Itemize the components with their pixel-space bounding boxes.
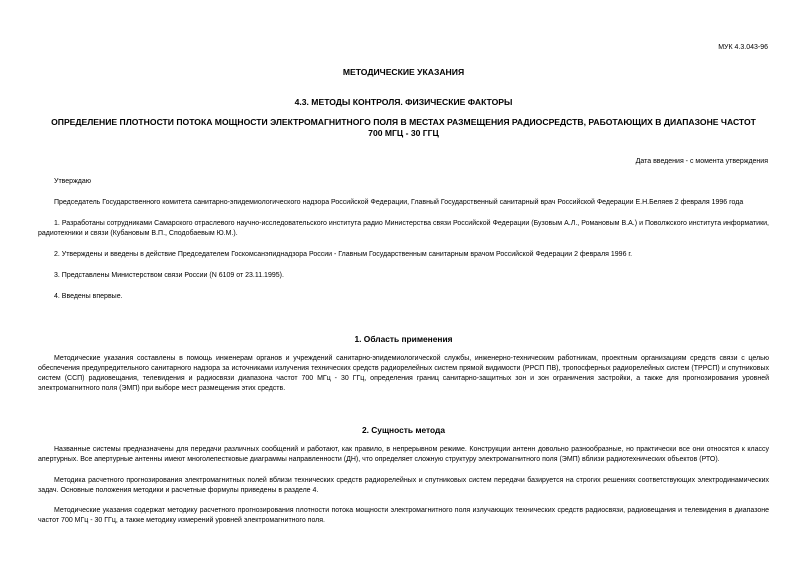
title-line-2: 700 МГЦ - 30 ГГЦ (368, 128, 439, 138)
section-2-paragraph-2: Методика расчетного прогнозирования электромагнитных полей вблизи технических средств радиорелейных и спутниковых систем передачи базируется на строгих решениях соответствующих электродинамических задач. Основные положения методики и расчетные формулы приведены в разделе 4. (38, 477, 769, 494)
list-item: 2. Утверждены и введены в действие Председателем Госкомсанэпиднадзора России - Главным Государственным санитарным врачом Российской Федерации 2 февраля 1996 г. (54, 251, 633, 258)
section-1-paragraph: Методические указания составлены в помощь инженерам органов и учреждений санитарно-эпидемиологической службы, инженерно-техническим работникам, проектным организациям средств связи с целью обеспечения предупредительного санитарного надзора за источниками излучения технических средств радиорелейных систем прямой видимости (РРСП ПВ), тропосферных радиорелейных систем (ТРРСП) и спутниковых систем (ССП) радиовещания, телевидения и радиосвязи диапазона частот 700 МГц - 30 ГГц, определения границ санитарно-защитных зон и зон ограничения застройки, а также для прогнозирования уровней электромагнитного поля (ЭМП) при выборе мест размещения этих средств. (38, 355, 769, 392)
document-number: МУК 4.3.043-96 (718, 44, 768, 51)
list-item: 4. Введены впервые. (54, 293, 123, 300)
section-2-title: 2. Сущность метода (361, 425, 446, 435)
document-kind-heading: МЕТОДИЧЕСКИЕ УКАЗАНИЯ (342, 67, 465, 77)
section-heading: 4.3. МЕТОДЫ КОНТРОЛЯ. ФИЗИЧЕСКИЕ ФАКТОРЫ (294, 97, 513, 107)
approval-label: Утверждаю (54, 178, 91, 185)
list-item: 3. Представлены Министерством связи России (N 6109 от 23.11.1995). (54, 272, 284, 279)
section-1-title: 1. Область применения (354, 334, 453, 344)
section-2-paragraph-1: Названные системы предназначены для передачи различных сообщений и работают, как правило, в непрерывном режиме. Конструкции антенн довольно разнообразные, но практически все они относятся к классу апертурных. Все апертурные антенны имеют многолепестковые диаграммы направленности (ДН), что определяет сложную структуру электромагнитного поля (ЭМП) вблизи радиотехнических объектов (РТО). (38, 446, 769, 463)
section-2-paragraph-3: Методические указания содержат методику расчетного прогнозирования плотности потока мощности электромагнитного поля излучающих технических средств радиосвязи, радиовещания и телевидения в диапазоне частот 700 МГц - 30 ГГц, а также методику измерений уровней электромагнитного поля. (38, 507, 769, 524)
title-line-1: ОПРЕДЕЛЕНИЕ ПЛОТНОСТИ ПОТОКА МОЩНОСТИ ЭЛЕКТРОМАГНИТНОГО ПОЛЯ В МЕСТАХ РАЗМЕЩЕНИЯ РАДИОСРЕДСТВ, РАБОТАЮЩИХ В ДИАПАЗОНЕ ЧАСТОТ (51, 117, 756, 127)
introduction-date: Дата введения - с момента утверждения (635, 158, 768, 165)
list-item: 1. Разработаны сотрудниками Самарского отраслевого научно-исследовательского института радио Министерства связи Российской Федерации (Бузовым А.Л., Романовым В.А.) и Поволжского института информатики, радиотехники и связи (Кубановым В.П., Сподобаевым Ю.М.). (38, 220, 769, 237)
approval-text: Председатель Государственного комитета санитарно-эпидемиологического надзора Российской Федерации, Главный Государственный санитарный врач Российской Федерации Е.Н.Беляев 2 февраля 1996 года (54, 199, 744, 206)
